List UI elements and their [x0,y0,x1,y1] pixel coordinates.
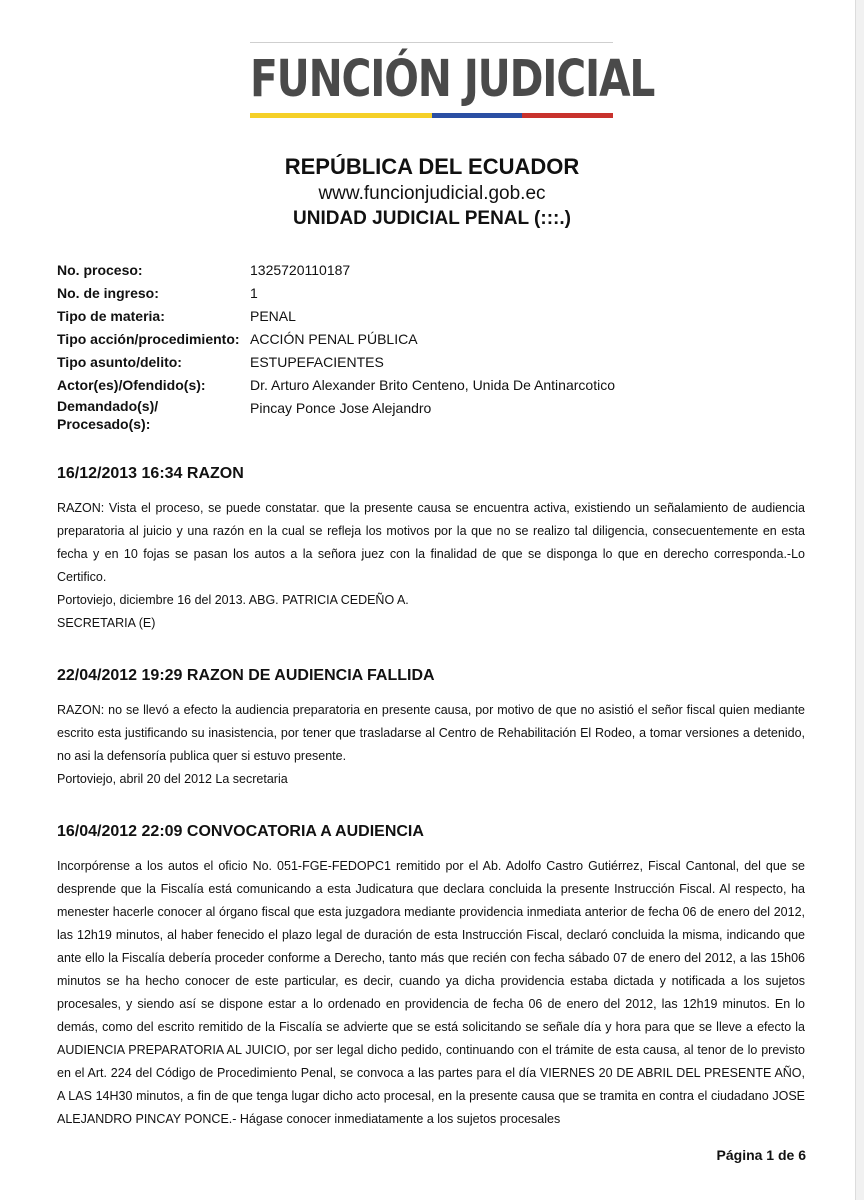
docket-entry [57,463,805,635]
funcion-judicial-logo [250,42,655,118]
entry-line: SECRETARIA (E) [57,616,156,630]
entry-title: 16/12/2013 16:34 RAZON [57,465,244,482]
docket-entry [57,821,805,1131]
case-label: Tipo asunto/delito: [57,354,182,370]
entry-body: Incorpórense a los autos el oficio No. 051-FGE-FEDOPC1 remitido por el Ab. Adolfo Castro Gutiérrez, Fiscal Cantonal, del que se desprende que la Fiscalía está comunicando a esta Judicatura que declara concluida la presente Instrucción Fiscal. Al respecto, ha menester hacerle conocer al órgano fiscal que esta juzgadora mediante providencia inmediata anterior de fecha 06 de enero del 2012, las 12h19 minutos, al haber fenecido el plazo legal de duración de esta Instrucción Fiscal, declaró concluida la misma, indicando que ante ello la Fiscalía debería proceder conforme a Derecho, tanto más que recién con fecha sábado 07 de enero del 2012, a las 15h06 minutos se ha hecho conocer de este particular, es decir, cuando ya dicha providencia estaba dictada y notificada a los sujetos procesales, y siendo así se dispone estar a lo ordenado en providencia de fecha 06 de enero del 2012, las 12h19 minutos. En lo demás, como del escrito remitido de la Fiscalía se advierte que se está solicitando se señale día y hora para que se lleve a efecto la AUDIENCIA PREPARATORIA AL JUICIO, por ser legal dicho pedido, continuando con el trámite de esta causa, al tenor de lo previsto en el Art. 224 del Código de Procedimiento Penal, se convoca a las partes para el día VIERNES 20 DE ABRIL DEL PRESENTE AÑO, A LAS 14H30 minutos, a fin de que tenga lugar dicho acto procesal, en la presente causa que se tramita en contra el ciudadano JOSE ALEJANDRO PINCAY PONCE.- Hágase conocer inmediatamente a los sujetos procesales [57,859,805,1126]
case-row [57,397,817,433]
case-label: Actor(es)/Ofendido(s): [57,377,206,393]
docket-entry [57,665,805,791]
case-label: Tipo de materia: [57,308,165,324]
logo-rule [250,42,613,43]
entry-line: Portoviejo, diciembre 16 del 2013. ABG. PATRICIA CEDEÑO A. [57,593,409,607]
entry-body: RAZON: Vista el proceso, se puede constatar. que la presente causa se encuentra activa, existiendo un señalamiento de audiencia preparatoria al juicio y una razón en la cual se refleja los motivos por la que no se realizo tal diligencia, consecuentemente en esta fecha y en 10 fojas se pasan los autos a la señora juez con la finalidad de que se disponga lo que en derecho corresponda.-Lo Certifico. [57,501,805,584]
case-label: Tipo acción/procedimiento: [57,331,240,347]
case-value: ACCIÓN PENAL PÚBLICA [250,331,418,347]
entry-body: RAZON: no se llevó a efecto la audiencia preparatoria en presente causa, por motivo de que no asistió el señor fiscal quien mediante escrito esta justificando su inasistencia, por tener que trasladarse al Centro de Rehabilitación El Rodeo, a tomar versiones a detenido, no asi la defensoría publica quer si estuvo presente. [57,703,805,763]
case-value: ESTUPEFACIENTES [250,354,384,370]
case-value: Pincay Ponce Jose Alejandro [250,400,432,416]
logo-flag-bar [250,113,613,118]
case-value: Dr. Arturo Alexander Brito Centeno, Unida De Antinarcotico [250,377,615,393]
entry-title: 16/04/2012 22:09 CONVOCATORIA A AUDIENCIA [57,823,424,840]
case-label: No. proceso: [57,262,143,278]
entry-title: 22/04/2012 19:29 RAZON DE AUDIENCIA FALLIDA [57,667,435,684]
case-row [57,351,817,374]
entry-line: Portoviejo, abril 20 del 2012 La secretaria [57,772,288,786]
document-header [0,152,864,232]
case-value: PENAL [250,308,296,324]
flag-red [522,113,613,118]
case-row [57,282,817,305]
case-row [57,328,817,351]
case-row [57,374,817,397]
page-number: Página 1 de 6 [716,1147,806,1163]
country-title: REPÚBLICA DEL ECUADOR [284,154,580,179]
case-details [57,259,817,433]
unit-title: UNIDAD JUDICIAL PENAL (:::.) [293,208,571,229]
flag-yellow [250,113,432,118]
case-label: No. de ingreso: [57,285,159,301]
case-row [57,259,817,282]
case-value: 1 [250,285,258,301]
flag-blue [432,113,523,118]
case-label: Demandado(s)/ Procesado(s): [57,398,159,432]
website: www.funcionjudicial.gob.ec [318,183,546,204]
logo-text: FUNCIÓN JUDICIAL [250,50,655,109]
case-value: 1325720110187 [250,262,351,278]
case-row [57,305,817,328]
